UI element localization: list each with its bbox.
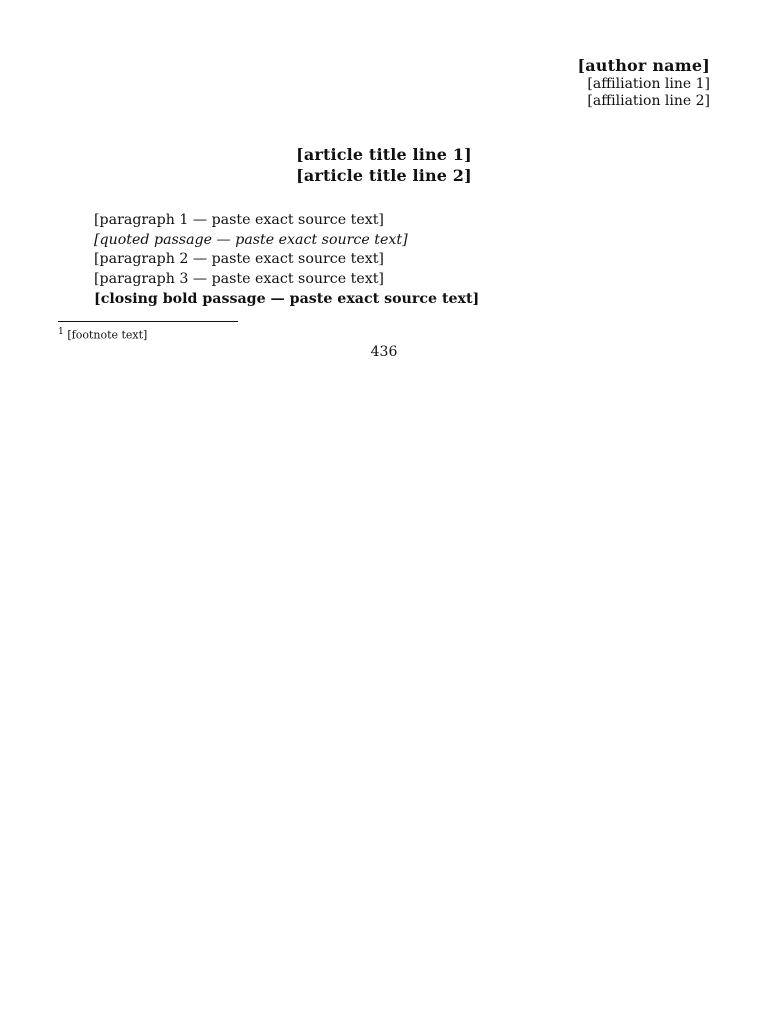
footnote-text: [footnote text]	[67, 328, 148, 342]
affiliation-line-2: [affiliation line 2]	[587, 92, 710, 109]
title-line-2: [article title line 2]	[296, 166, 472, 186]
paragraph-3: [paragraph 3 — paste exact source text]	[94, 271, 384, 288]
article-body	[58, 211, 710, 309]
paragraph-2: [paragraph 2 — paste exact source text]	[94, 251, 384, 268]
footnote-divider	[58, 321, 238, 322]
bold-passage: [closing bold passage — paste exact source text]	[94, 290, 480, 307]
footnote-marker: 1	[58, 325, 64, 337]
affiliation-line-1: [affiliation line 1]	[587, 75, 710, 92]
article-title	[58, 144, 710, 187]
author-block	[58, 56, 710, 110]
quoted-passage: [quoted passage — paste exact source text]	[94, 231, 408, 248]
author-name: [author name]	[577, 56, 710, 75]
title-line-1: [article title line 1]	[296, 144, 472, 164]
paragraph-1: [paragraph 1 — paste exact source text]	[94, 211, 384, 228]
footnote	[58, 326, 710, 343]
page-number: 436	[370, 344, 398, 361]
